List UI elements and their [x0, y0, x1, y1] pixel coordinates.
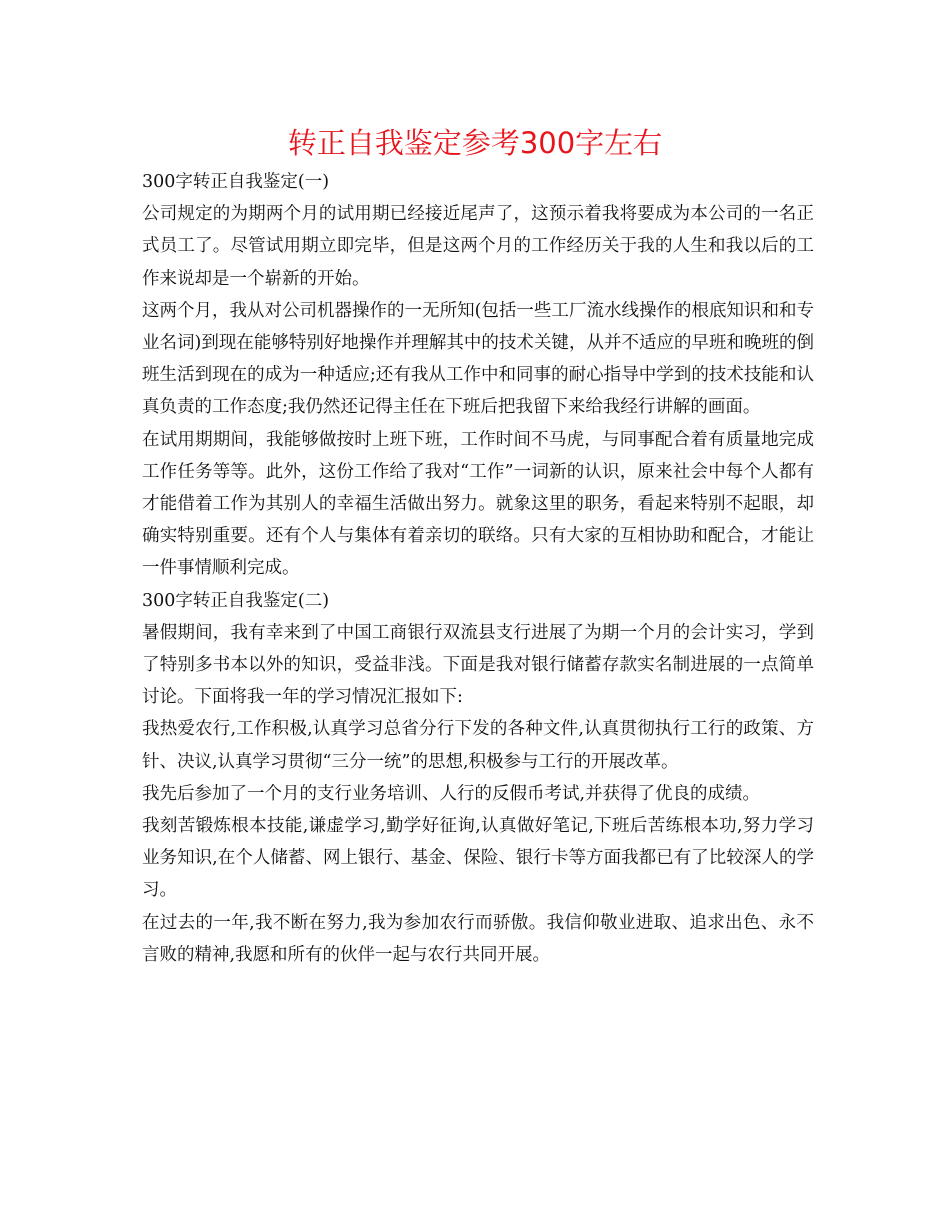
paragraph: 这两个月，我从对公司机器操作的一无所知(包括一些工厂流水线操作的根底知识和和专业名词)到现在能够特别好地操作并理解其中的技术关键，从并不适应的早班和晚班的倒班生活到现在的成为一种适应;还有我从工作中和同事的耐心指导中学到的技术技能和认真负责的工作态度;我仍然还记得主任在下班后把我留下来给我经行讲解的画面。: [142, 300, 814, 418]
paragraph: 暑假期间，我有幸来到了中国工商银行双流县支行进展了为期一个月的会计实习，学到了特别多书本以外的知识，受益非浅。下面是我对银行储蓄存款实名制进展的一点简单讨论。下面将我一年的学习情况汇报如下:: [142, 622, 814, 708]
paragraph: 我热爱农行,工作积极,认真学习总省分行下发的各种文件,认真贯彻执行工行的政策、方针、决议,认真学习贯彻“三分一统”的思想,积极参与工行的开展改革。: [142, 719, 814, 772]
paragraph: 在试用期期间，我能够做按时上班下班，工作时间不马虎，与同事配合着有质量地完成工作任务等等。此外，这份工作给了我对“工作”一词新的认识，原来社会中每个人都有才能借着工作为其别人的幸福生活做出努力。就象这里的职务，看起来特别不起眼，却确实特别重要。还有个人与集体有着亲切的联络。只有大家的互相协助和配合，才能让一件事情顺利完成。: [142, 429, 814, 579]
paragraph: 在过去的一年,我不断在努力,我为参加农行而骄傲。我信仰敬业进取、追求出色、永不言败的精神,我愿和所有的伙伴一起与农行共同开展。: [142, 912, 814, 965]
section-heading-1: 300字转正自我鉴定(一): [142, 172, 330, 192]
document-body: [142, 166, 814, 971]
paragraph: 我刻苦锻炼根本技能,谦虚学习,勤学好征询,认真做好笔记,下班后苦练根本功,努力学习业务知识,在个人储蓄、网上银行、基金、保险、银行卡等方面我都已有了比较深人的学习。: [142, 816, 814, 901]
paragraph: 我先后参加了一个月的支行业务培训、人行的反假币考试,并获得了优良的成绩。: [142, 783, 761, 804]
document-title: 转正自我鉴定参考300字左右: [287, 126, 663, 160]
paragraph: 公司规定的为期两个月的试用期已经接近尾声了，这预示着我将要成为本公司的一名正式员工了。尽管试用期立即完毕，但是这两个月的工作经历关于我的人生和我以后的工作来说却是一个崭新的开始。: [142, 204, 814, 289]
section-heading-2: 300字转正自我鉴定(二): [142, 590, 330, 611]
